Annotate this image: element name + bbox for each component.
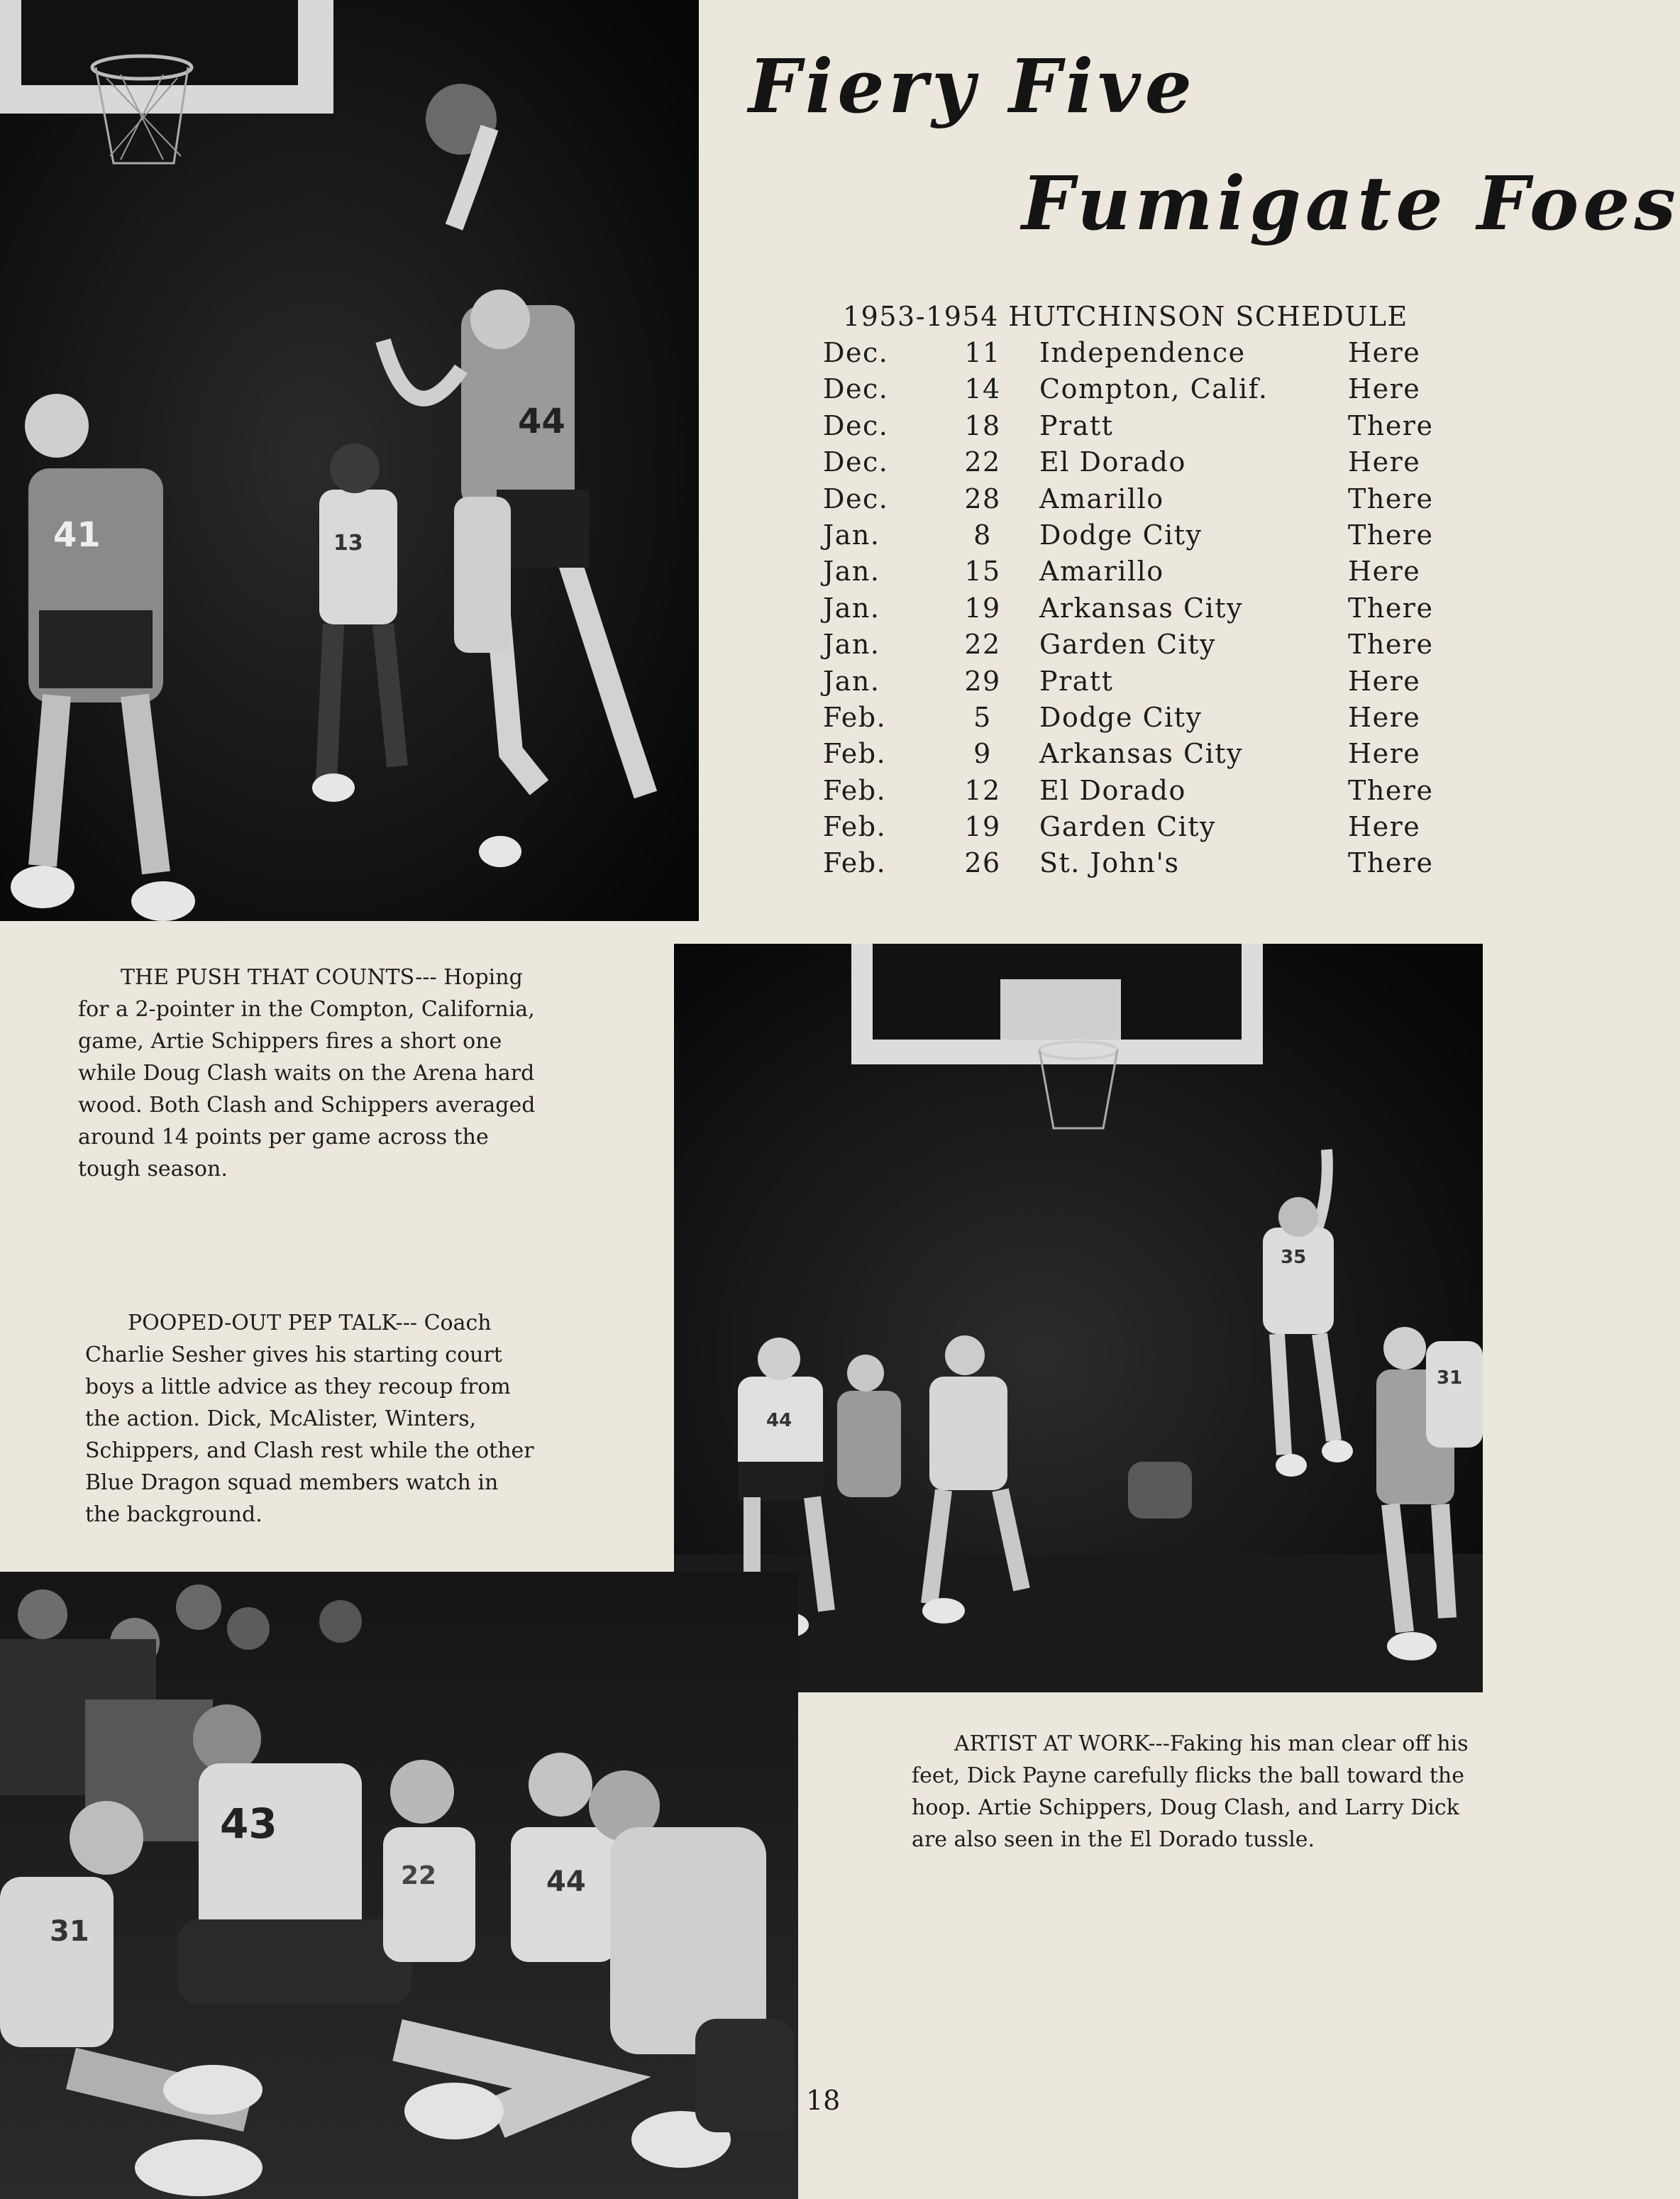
caption-pooped-out-pep-talk — [85, 1307, 539, 1531]
jersey-number: 13 — [333, 531, 363, 556]
schedule-row — [823, 773, 1504, 809]
caption-artist-at-work — [912, 1728, 1479, 1856]
game-location: There — [1348, 847, 1434, 879]
schedule-table — [823, 298, 1504, 882]
game-month: Dec. — [823, 483, 889, 514]
page-title-line-1: Fiery Five — [748, 43, 1196, 130]
game-month: Feb. — [823, 847, 887, 879]
game-location: There — [1348, 629, 1434, 661]
schedule-row — [823, 627, 1504, 663]
game-location: Here — [1348, 556, 1421, 588]
game-month: Jan. — [823, 519, 880, 551]
game-location: There — [1348, 774, 1434, 806]
game-day: 22 — [964, 446, 1001, 478]
game-location: Here — [1348, 738, 1421, 770]
photo-compton-layup — [0, 0, 699, 921]
jersey-number: 31 — [1437, 1367, 1463, 1389]
jersey-number: 22 — [401, 1861, 437, 1890]
game-month: Feb. — [823, 811, 887, 843]
schedule-row — [823, 700, 1504, 736]
game-opponent: Garden City — [1039, 629, 1217, 661]
game-day: 14 — [964, 373, 1001, 405]
game-location: Here — [1348, 811, 1421, 843]
game-month: Jan. — [823, 629, 880, 661]
schedule-rows — [823, 335, 1504, 882]
schedule-row — [823, 481, 1504, 517]
page-title-line-2: Fumigate Foes — [1022, 160, 1680, 247]
jersey-number: 44 — [766, 1410, 792, 1431]
game-day: 8 — [973, 519, 992, 551]
jersey-number: 31 — [50, 1915, 89, 1948]
game-month: Jan. — [823, 665, 880, 697]
schedule-heading: 1953-1954 HUTCHINSON SCHEDULE — [843, 301, 1408, 332]
page-number: 18 — [806, 2085, 841, 2116]
schedule-row — [823, 408, 1504, 444]
game-day: 29 — [964, 665, 1001, 697]
game-month: Jan. — [823, 592, 880, 624]
game-month: Feb. — [823, 738, 887, 770]
schedule-row — [823, 444, 1504, 480]
schedule-row — [823, 590, 1504, 627]
game-opponent: El Dorado — [1039, 774, 1186, 806]
schedule-row — [823, 553, 1504, 590]
schedule-row — [823, 845, 1504, 881]
game-opponent: Dodge City — [1039, 519, 1203, 551]
jersey-number: 35 — [1281, 1247, 1307, 1268]
photo-pep-talk-huddle — [0, 1572, 798, 2199]
game-opponent: Arkansas City — [1039, 592, 1243, 624]
game-location: Here — [1348, 446, 1421, 478]
game-location: There — [1348, 483, 1434, 514]
game-day: 5 — [973, 701, 992, 733]
game-opponent: El Dorado — [1039, 446, 1186, 478]
game-location: Here — [1348, 337, 1421, 368]
game-opponent: Amarillo — [1039, 556, 1164, 588]
caption-text: ARTIST AT WORK---Faking his man clear off his feet, Dick Payne carefully flicks the ball toward the hoop. Artie Schippers, Doug Clash, and Larry Dick are also seen in the El Dorado tussle. — [912, 1731, 1469, 1852]
game-location: There — [1348, 409, 1434, 441]
schedule-row — [823, 335, 1504, 371]
game-opponent: Arkansas City — [1039, 738, 1243, 770]
game-day: 28 — [964, 483, 1001, 514]
schedule-row — [823, 517, 1504, 553]
schedule-row — [823, 371, 1504, 407]
game-month: Dec. — [823, 337, 889, 368]
caption-text: THE PUSH THAT COUNTS--- Hoping for a 2-pointer in the Compton, California, game, Artie Schippers fires a short one while Doug Clash waits on the Arena hard wood. Both Clash and Schippers averaged around 14 points per game across the tough season. — [78, 965, 536, 1181]
game-day: 11 — [964, 337, 1001, 368]
game-month: Dec. — [823, 373, 889, 405]
caption-push-that-counts — [78, 961, 539, 1185]
game-location: Here — [1348, 373, 1421, 405]
game-day: 26 — [964, 847, 1001, 879]
schedule-row — [823, 736, 1504, 772]
game-day: 18 — [964, 409, 1001, 441]
game-opponent: St. John's — [1039, 847, 1180, 879]
game-location: There — [1348, 592, 1434, 624]
game-day: 19 — [964, 592, 1001, 624]
game-opponent: Garden City — [1039, 811, 1217, 843]
game-location: Here — [1348, 665, 1421, 697]
game-day: 15 — [964, 556, 1001, 588]
game-opponent: Amarillo — [1039, 483, 1164, 514]
game-opponent: Compton, Calif. — [1039, 373, 1269, 405]
jersey-number: 44 — [518, 402, 565, 441]
game-day: 22 — [964, 629, 1001, 661]
game-day: 19 — [964, 811, 1001, 843]
game-month: Jan. — [823, 556, 880, 588]
game-opponent: Dodge City — [1039, 701, 1203, 733]
game-location: There — [1348, 519, 1434, 551]
jersey-number: 44 — [546, 1865, 586, 1898]
jersey-number: 41 — [53, 515, 101, 555]
game-day: 12 — [964, 774, 1001, 806]
caption-text: POOPED-OUT PEP TALK--- Coach Charlie Sesher gives his starting court boys a little advice as they recoup from the action. Dick, McAlister, Winters, Schippers, and Clash rest while the other Blue Dragon squad members watch in the background. — [85, 1311, 534, 1527]
game-month: Dec. — [823, 446, 889, 478]
game-day: 9 — [973, 738, 992, 770]
schedule-row — [823, 663, 1504, 700]
jersey-number: 43 — [220, 1800, 277, 1848]
game-opponent: Pratt — [1039, 409, 1114, 441]
game-location: Here — [1348, 701, 1421, 733]
game-month: Dec. — [823, 409, 889, 441]
schedule-row — [823, 809, 1504, 845]
game-opponent: Independence — [1039, 337, 1246, 368]
game-opponent: Pratt — [1039, 665, 1114, 697]
game-month: Feb. — [823, 701, 887, 733]
game-month: Feb. — [823, 774, 887, 806]
